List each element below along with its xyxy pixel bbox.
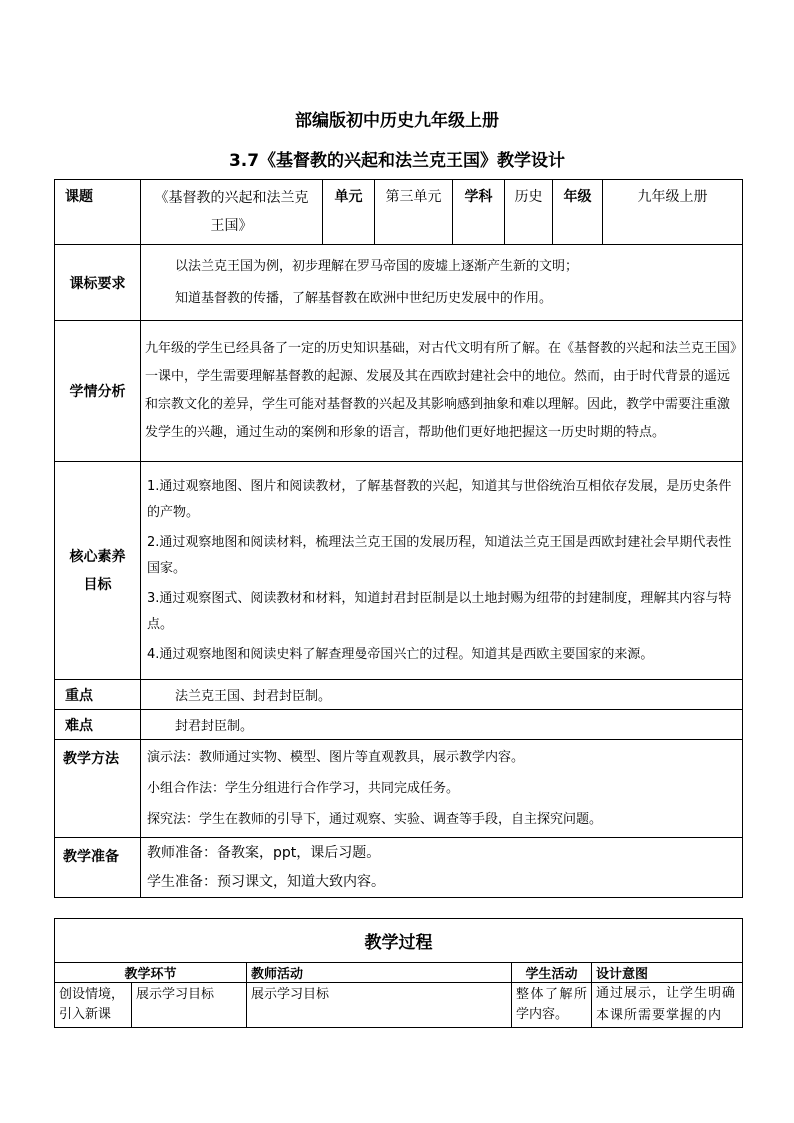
- key-value: 法兰克王国、封君封臣制。: [141, 680, 743, 710]
- stage-cell: 创设情境，引入新课: [55, 983, 132, 1028]
- process-title: 教学过程: [55, 919, 743, 963]
- analysis-text: 九年级的学生已经具备了一定的历史知识基础，对古代文明有所了解。在《基督教的兴起和法兰克王国》一课中，学生需要理解基督教的起源、发展及其在西欧封建社会中的地位。然而，由于时代背景的遥远和宗教文化的差异，学生可能对基督教的兴起及其影响感到抽象和难以理解。因此，教学中需要注重激发学生的兴趣，通过生动的案例和形象的语言，帮助他们更好地把握这一历史时期的特点。: [141, 321, 743, 462]
- header-student: 学生活动: [512, 963, 592, 983]
- topic-label: 课题: [55, 180, 141, 245]
- methods-label: 教学方法: [55, 740, 141, 838]
- key-label: 重点: [55, 680, 141, 710]
- prep-cell: [141, 838, 743, 898]
- row-topic: [55, 180, 743, 245]
- process-row: [55, 983, 743, 1028]
- standard-label: 课标要求: [55, 245, 141, 321]
- standard-line: 以法兰克王国为例，初步理解在罗马帝国的废墟上逐渐产生新的文明；: [175, 258, 579, 274]
- analysis-label: 学情分析: [55, 321, 141, 462]
- doc-title-line1: 部编版初中历史九年级上册: [295, 111, 499, 131]
- goals-label: 核心素养目标: [55, 462, 141, 680]
- substage-cell: 展示学习目标: [132, 983, 247, 1028]
- standard-line: 知道基督教的传播，了解基督教在欧洲中世纪历史发展中的作用。: [175, 290, 553, 306]
- row-prep: [55, 838, 743, 898]
- doc-title-line2: 3.7《基督教的兴起和法兰克王国》教学设计: [228, 151, 566, 171]
- unit-value: 第三单元: [375, 180, 453, 245]
- method-item: 探究法：学生在教师的引导下，通过观察、实验、调查等手段，自主探究问题。: [147, 812, 603, 827]
- difficulty-label: 难点: [55, 710, 141, 740]
- methods-cell: [141, 740, 743, 838]
- topic-value: 《基督教的兴起和法兰克王国》: [141, 180, 323, 245]
- row-methods: [55, 740, 743, 838]
- method-item: 小组合作法：学生分组进行合作学习，共同完成任务。: [147, 781, 460, 796]
- header-teacher: 教师活动: [247, 963, 512, 983]
- prep-item: 学生准备：预习课文，知道大致内容。: [147, 873, 385, 890]
- prep-label: 教学准备: [55, 838, 141, 898]
- row-analysis: [55, 321, 743, 462]
- teaching-process-table: [54, 918, 743, 1028]
- prep-item: 教师准备：备教案，ppt，课后习题。: [147, 844, 381, 861]
- goal-item: 2.通过观察地图和阅读材料，梳理法兰克王国的发展历程，知道法兰克王国是西欧封建社会早期代表性国家。: [147, 534, 732, 576]
- row-goals: [55, 462, 743, 680]
- goal-item: 1.通过观察地图、图片和阅读教材，了解基督教的兴起，知道其与世俗统治互相依存发展，是历史条件的产物。: [147, 478, 732, 520]
- process-header-row: [55, 963, 743, 983]
- standard-cell: [141, 245, 743, 321]
- subject-value: 历史: [505, 180, 553, 245]
- grade-value: 九年级上册: [603, 180, 743, 245]
- goal-item: 3.通过观察图式、阅读教材和材料，知道封君封臣制是以土地封赐为纽带的封建制度，理解其内容与特点。: [147, 590, 732, 632]
- row-key: [55, 680, 743, 710]
- row-standard: [55, 245, 743, 321]
- method-item: 演示法：教师通过实物、模型、图片等直观教具，展示教学内容。: [147, 750, 525, 765]
- row-difficulty: [55, 710, 743, 740]
- unit-label: 单元: [323, 180, 375, 245]
- header-intent: 设计意图: [592, 963, 743, 983]
- grade-label: 年级: [553, 180, 603, 245]
- lesson-info-table: [54, 179, 743, 898]
- difficulty-value: 封君封臣制。: [141, 710, 743, 740]
- teacher-activity-cell: 展示学习目标: [247, 983, 512, 1028]
- goal-item: 4.通过观察地图和阅读史料了解查理曼帝国兴亡的过程。知道其是西欧主要国家的来源。: [147, 646, 654, 662]
- goals-cell: [141, 462, 743, 680]
- process-title-row: [55, 919, 743, 963]
- subject-label: 学科: [453, 180, 505, 245]
- design-intent-cell: 通过展示，让学生明确本课所需要掌握的内: [592, 983, 743, 1028]
- student-activity-cell: 整体了解所学内容。: [512, 983, 592, 1028]
- header-stage: 教学环节: [55, 963, 247, 983]
